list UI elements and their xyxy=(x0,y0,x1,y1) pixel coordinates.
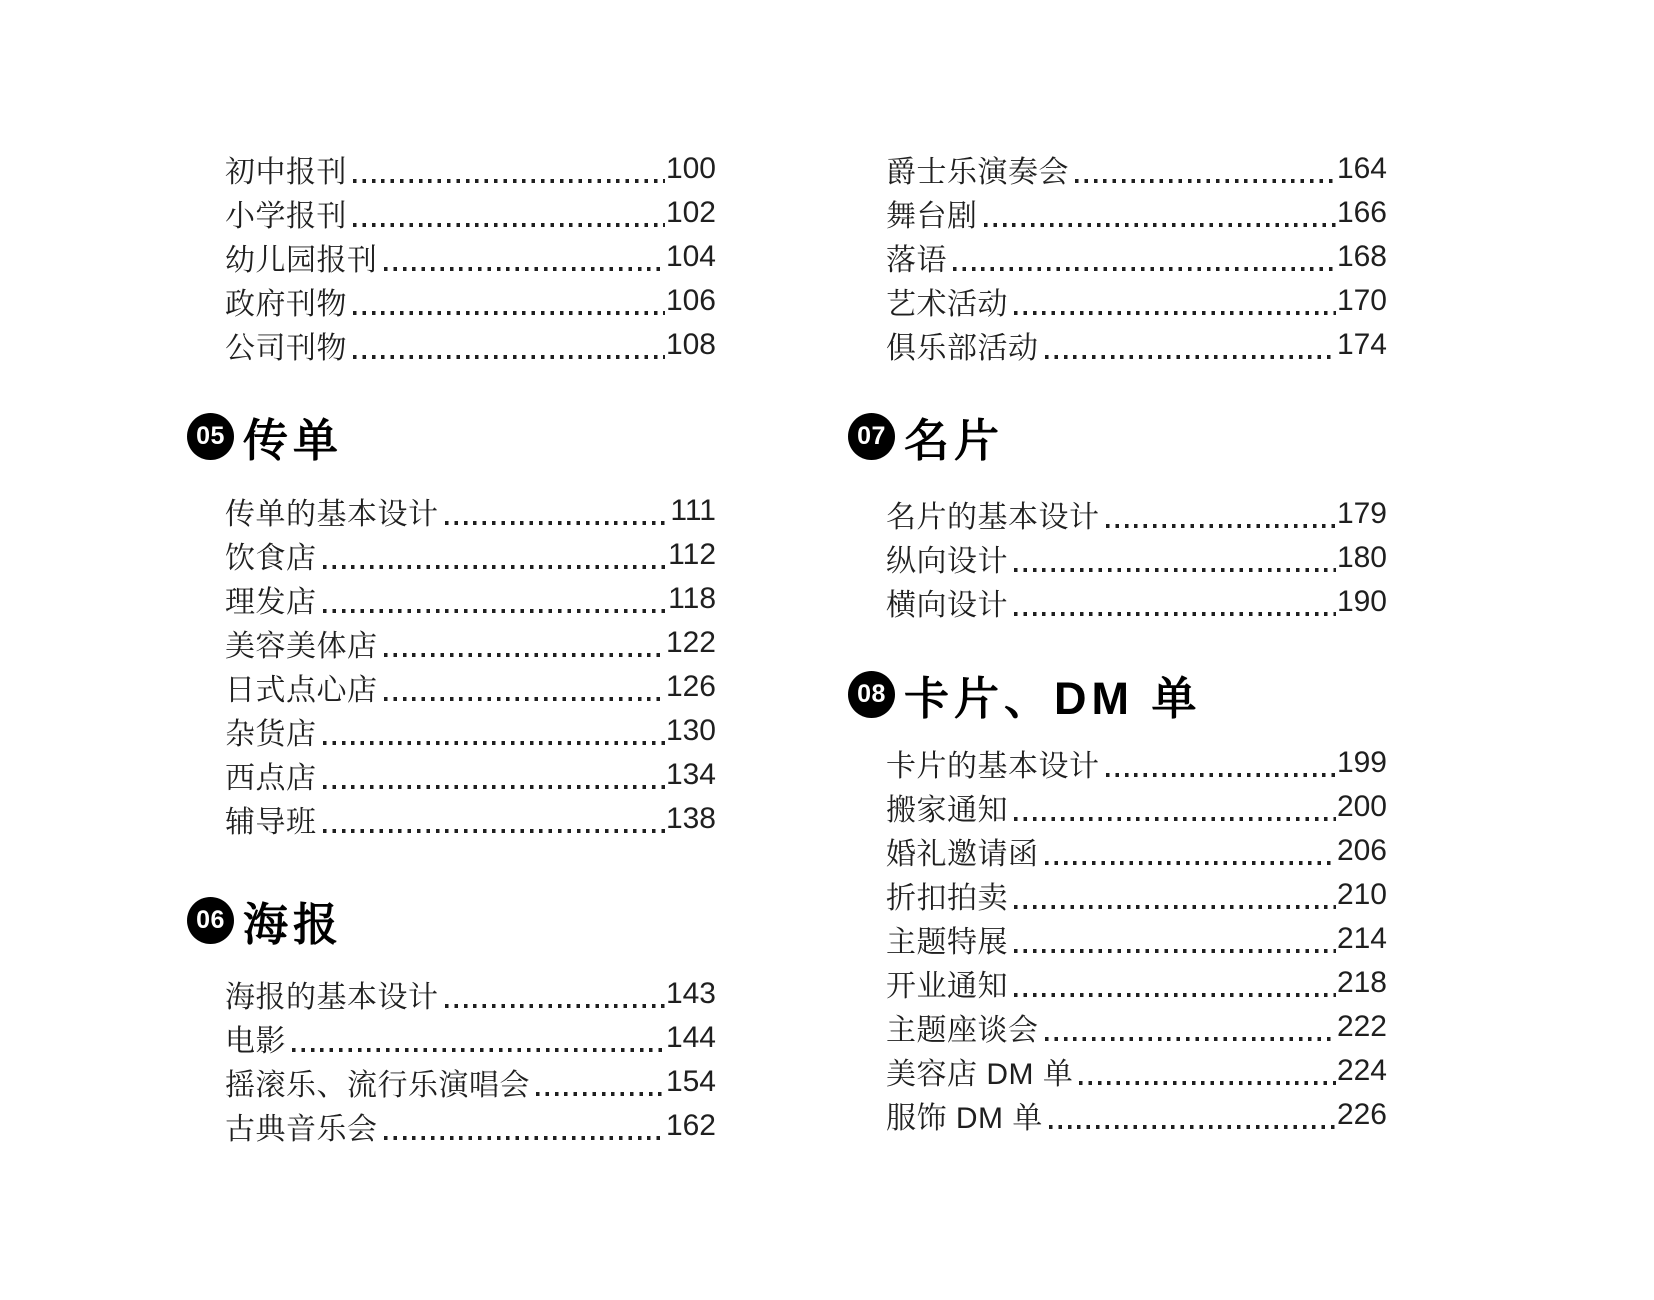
entry-title: 饮食店 xyxy=(225,542,317,575)
toc-entry xyxy=(225,1060,716,1104)
entry-page-number: 180 xyxy=(1336,541,1387,574)
toc-entry xyxy=(225,191,716,235)
toc-entries-left-top xyxy=(225,147,716,367)
entry-title: 服饰 DM 单 xyxy=(886,1102,1043,1135)
entry-page-number: 226 xyxy=(1336,1098,1387,1131)
toc-entry xyxy=(886,1049,1387,1093)
toc-entry xyxy=(225,665,716,709)
entry-page-number: 126 xyxy=(665,670,716,703)
entry-title: 主题座谈会 xyxy=(886,1014,1039,1047)
toc-entry xyxy=(886,147,1387,191)
entry-title: 小学报刊 xyxy=(225,200,347,233)
dot-leader xyxy=(953,267,1336,271)
entry-page-number: 222 xyxy=(1336,1010,1387,1043)
entry-page-number: 144 xyxy=(665,1021,716,1054)
entry-page-number: 154 xyxy=(665,1065,716,1098)
toc-entry xyxy=(225,279,716,323)
entry-title: 摇滚乐、流行乐演唱会 xyxy=(225,1069,530,1102)
dot-leader xyxy=(1075,179,1336,183)
entry-title: 电影 xyxy=(225,1025,286,1058)
dot-leader xyxy=(1106,773,1336,777)
dot-leader xyxy=(536,1092,665,1096)
dot-leader xyxy=(1014,817,1336,821)
section-number-badge: 07 xyxy=(848,413,895,460)
entry-page-number: 218 xyxy=(1336,966,1387,999)
toc-entry xyxy=(886,741,1387,785)
entry-page-number: 199 xyxy=(1336,746,1387,779)
entry-page-number: 134 xyxy=(665,758,716,791)
entry-page-number: 112 xyxy=(668,538,716,571)
dot-leader xyxy=(384,697,665,701)
dot-leader xyxy=(323,741,665,745)
dot-leader xyxy=(1106,524,1336,528)
section-title: 海报 xyxy=(243,898,344,950)
toc-entry xyxy=(886,785,1387,829)
toc-entry xyxy=(225,753,716,797)
entry-title: 杂货店 xyxy=(225,718,317,751)
toc-entry xyxy=(886,492,1387,536)
toc-entry xyxy=(886,829,1387,873)
dot-leader xyxy=(384,1136,665,1140)
entry-title: 辅导班 xyxy=(225,806,317,839)
entry-title: 西点店 xyxy=(225,762,317,795)
dot-leader xyxy=(1045,355,1336,359)
toc-entries-section-07 xyxy=(886,492,1387,624)
entry-title: 卡片的基本设计 xyxy=(886,750,1100,783)
entry-page-number: 122 xyxy=(665,626,716,659)
toc-entry xyxy=(225,1104,716,1148)
section-header-05 xyxy=(187,412,344,466)
entry-page-number: 170 xyxy=(1336,284,1387,317)
entry-page-number: 138 xyxy=(665,802,716,835)
toc-entry xyxy=(886,323,1387,367)
entry-title: 爵士乐演奏会 xyxy=(886,156,1069,189)
toc-entry xyxy=(225,533,716,577)
toc-entry xyxy=(225,147,716,191)
entry-page-number: 179 xyxy=(1336,497,1387,530)
entry-page-number: 166 xyxy=(1336,196,1387,229)
entry-title: 搬家通知 xyxy=(886,794,1008,827)
toc-entry xyxy=(886,1005,1387,1049)
entry-title: 理发店 xyxy=(225,586,317,619)
entry-title: 俱乐部活动 xyxy=(886,332,1039,365)
toc-entry xyxy=(225,972,716,1016)
entry-page-number: 102 xyxy=(665,196,716,229)
dot-leader xyxy=(1045,861,1336,865)
entry-title: 开业通知 xyxy=(886,970,1008,1003)
entry-title: 日式点心店 xyxy=(225,674,378,707)
entry-page-number: 104 xyxy=(665,240,716,273)
toc-entries-section-08 xyxy=(886,741,1387,1137)
section-title: 传单 xyxy=(243,414,344,466)
toc-entries-section-06 xyxy=(225,972,716,1148)
dot-leader xyxy=(1014,311,1336,315)
entry-page-number: 164 xyxy=(1336,152,1387,185)
dot-leader xyxy=(384,267,665,271)
entry-page-number: 143 xyxy=(665,977,716,1010)
dot-leader xyxy=(292,1048,665,1052)
entry-page-number: 130 xyxy=(665,714,716,747)
entry-title: 名片的基本设计 xyxy=(886,501,1100,534)
dot-leader xyxy=(353,311,665,315)
dot-leader xyxy=(1014,612,1336,616)
dot-leader xyxy=(1049,1125,1336,1129)
dot-leader xyxy=(445,521,670,525)
entry-title: 幼儿园报刊 xyxy=(225,244,378,277)
entry-page-number: 190 xyxy=(1336,585,1387,618)
toc-entry xyxy=(886,235,1387,279)
entry-title: 传单的基本设计 xyxy=(225,498,439,531)
entry-page-number: 210 xyxy=(1336,878,1387,911)
dot-leader xyxy=(353,179,665,183)
dot-leader xyxy=(1014,949,1336,953)
toc-entry xyxy=(886,873,1387,917)
toc-entry xyxy=(225,621,716,665)
entry-title: 初中报刊 xyxy=(225,156,347,189)
entry-page-number: 100 xyxy=(665,152,716,185)
entry-page-number: 118 xyxy=(668,582,716,615)
entry-page-number: 206 xyxy=(1336,834,1387,867)
section-header-06 xyxy=(187,896,344,950)
entry-page-number: 214 xyxy=(1336,922,1387,955)
dot-leader xyxy=(445,1004,665,1008)
dot-leader xyxy=(353,223,665,227)
toc-entry xyxy=(225,1016,716,1060)
toc-entries-right-top xyxy=(886,147,1387,367)
entry-page-number: 200 xyxy=(1336,790,1387,823)
toc-entry xyxy=(886,1093,1387,1137)
section-number-badge: 05 xyxy=(187,413,234,460)
entry-title: 舞台剧 xyxy=(886,200,978,233)
entry-title: 纵向设计 xyxy=(886,545,1008,578)
entry-title: 公司刊物 xyxy=(225,332,347,365)
dot-leader xyxy=(323,609,668,613)
dot-leader xyxy=(353,355,665,359)
section-title: 卡片、DM 单 xyxy=(904,672,1202,724)
dot-leader xyxy=(323,829,665,833)
entry-title: 美容美体店 xyxy=(225,630,378,663)
toc-entry xyxy=(886,580,1387,624)
entry-page-number: 106 xyxy=(665,284,716,317)
entry-title: 古典音乐会 xyxy=(225,1113,378,1146)
dot-leader xyxy=(984,223,1336,227)
entry-title: 落语 xyxy=(886,244,947,277)
toc-entry xyxy=(225,797,716,841)
dot-leader xyxy=(1014,568,1336,572)
toc-entry xyxy=(886,917,1387,961)
dot-leader xyxy=(323,565,668,569)
entry-title: 主题特展 xyxy=(886,926,1008,959)
entry-title: 艺术活动 xyxy=(886,288,1008,321)
toc-entry xyxy=(225,709,716,753)
toc-entry xyxy=(225,323,716,367)
toc-entry xyxy=(886,961,1387,1005)
entry-page-number: 168 xyxy=(1336,240,1387,273)
dot-leader xyxy=(384,653,665,657)
entry-page-number: 108 xyxy=(665,328,716,361)
dot-leader xyxy=(323,785,665,789)
entry-title: 横向设计 xyxy=(886,589,1008,622)
toc-entry xyxy=(225,235,716,279)
entry-page-number: 224 xyxy=(1336,1054,1387,1087)
entry-page-number: 111 xyxy=(670,494,716,527)
entry-title: 海报的基本设计 xyxy=(225,981,439,1014)
toc-entry xyxy=(886,191,1387,235)
dot-leader xyxy=(1079,1081,1336,1085)
section-header-08 xyxy=(848,670,1202,724)
toc-entries-section-05 xyxy=(225,489,716,841)
section-header-07 xyxy=(848,412,1005,466)
entry-title: 折扣拍卖 xyxy=(886,882,1008,915)
entry-title: 政府刊物 xyxy=(225,288,347,321)
entry-page-number: 162 xyxy=(665,1109,716,1142)
entry-title: 婚礼邀请函 xyxy=(886,838,1039,871)
dot-leader xyxy=(1014,905,1336,909)
section-number-badge: 06 xyxy=(187,897,234,944)
entry-title: 美容店 DM 单 xyxy=(886,1058,1074,1091)
section-number-badge: 08 xyxy=(848,671,895,718)
section-title: 名片 xyxy=(904,414,1005,466)
toc-entry xyxy=(886,536,1387,580)
dot-leader xyxy=(1045,1037,1336,1041)
toc-entry xyxy=(886,279,1387,323)
toc-entry xyxy=(225,577,716,621)
entry-page-number: 174 xyxy=(1336,328,1387,361)
toc-entry xyxy=(225,489,716,533)
dot-leader xyxy=(1014,993,1336,997)
